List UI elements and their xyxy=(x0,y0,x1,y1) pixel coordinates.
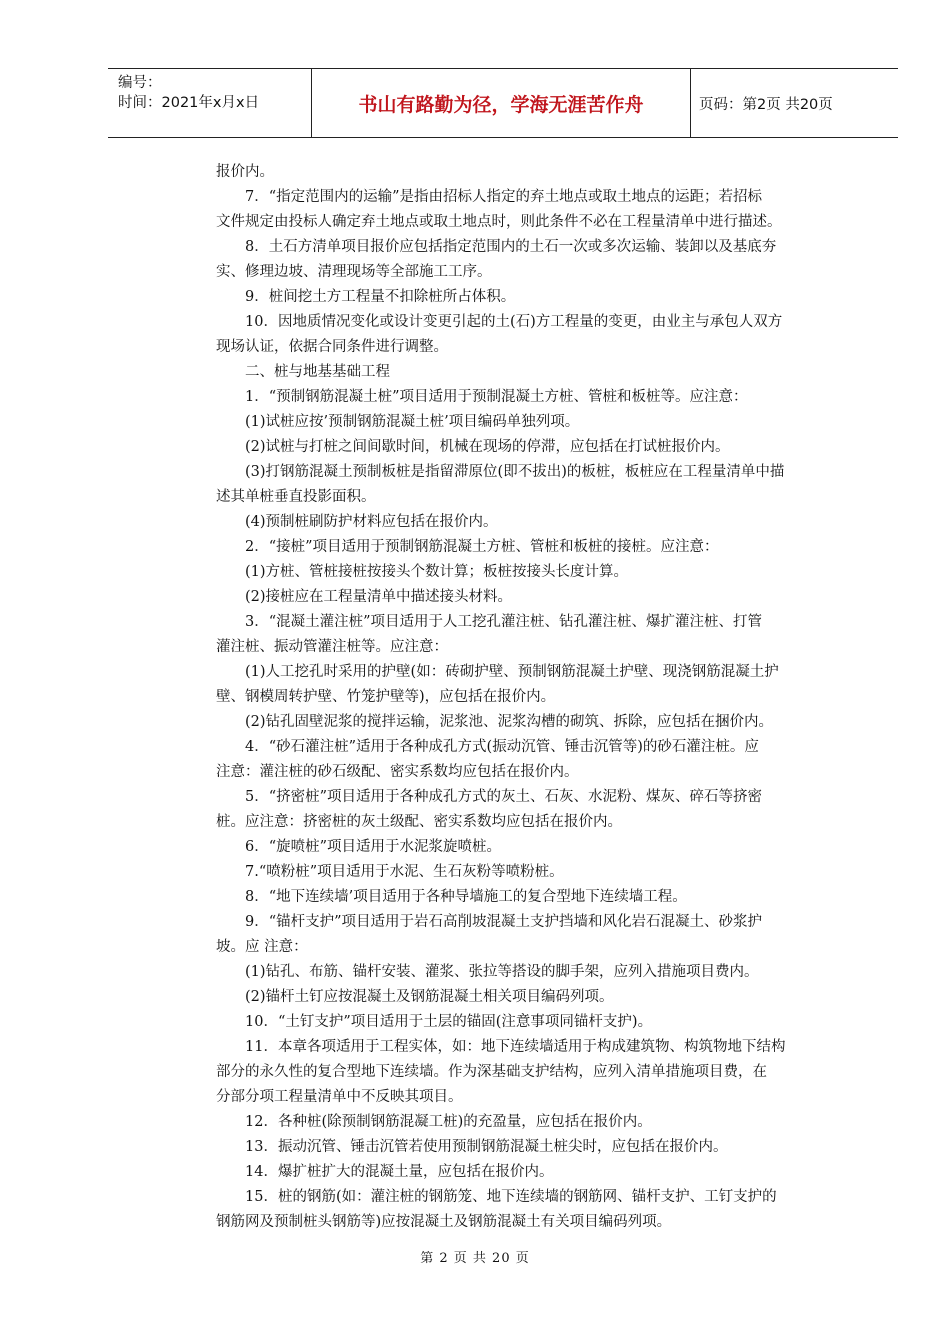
text-line: 14．爆扩桩扩大的混凝土量，应包括在报价内。 xyxy=(245,1164,554,1180)
text-line: 1．“预制钢筋混凝土桩”项目适用于预制混凝土方桩、管桩和板桩等。应注意： xyxy=(245,389,748,405)
text-line: (3)打钢筋混凝土预制板桩是指留滞原位(即不拔出)的板桩，板桩应在工程量清单中描 xyxy=(245,464,785,480)
text-line: 部分的永久性的复合型地下连续墙。作为深基础支护结构，应列入清单措施项目费，在 xyxy=(216,1064,767,1080)
text-line: (2)锚杆土钉应按混凝土及钢筋混凝土相关项目编码列项。 xyxy=(245,989,614,1005)
text-line: 壁、钢模周转护壁、竹笼护壁等)，应包括在报价内。 xyxy=(216,689,556,705)
text-line: (1)人工挖孔时采用的护壁(如：砖砌护壁、预制钢筋混凝土护壁、现浇钢筋混凝土护 xyxy=(245,664,779,680)
text-line: 2．“接桩”项目适用于预制钢筋混凝土方桩、管桩和板桩的接桩。应注意： xyxy=(245,539,719,555)
text-line: 7．“指定范围内的运输”是指由招标人指定的弃土地点或取土地点的运距；若招标 xyxy=(245,189,763,205)
text-line: 实、修理边坡、清理现场等全部施工工序。 xyxy=(216,264,492,280)
text-line: 9．桩间挖土方工程量不扣除桩所占体积。 xyxy=(245,289,516,305)
text-line: 10．因地质情况变化或设计变更引起的土(石)方工程量的变更，由业主与承包人双方 xyxy=(245,314,783,330)
text-line: 10．“土钉支护”项目适用于土层的锚固(注意事项同锚杆支护)。 xyxy=(245,1014,653,1030)
section-heading: 二、桩与地基基础工程 xyxy=(245,364,390,380)
text-line: (4)预制桩刷防护材料应包括在报价内。 xyxy=(245,514,498,530)
text-line: 坡。应 注意： xyxy=(216,939,308,955)
header-meta xyxy=(108,69,312,137)
text-line: 8．土石方清单项目报价应包括指定范围内的土石一次或多次运输、装卸以及基底夯 xyxy=(245,239,777,255)
text-line: 4．“砂石灌注桩”适用于各种成孔方式(振动沉管、锤击沉管等)的砂石灌注桩。应 xyxy=(245,739,759,755)
text-line: (1)方桩、管桩接桩按接头个数计算；板桩按接头长度计算。 xyxy=(245,564,629,580)
text-line: 6．“旋喷桩”项目适用于水泥浆旋喷桩。 xyxy=(245,839,502,855)
time-label: 时间：2021年x月x日 xyxy=(118,95,260,111)
text-line: 8．“地下连续墙’项目适用于各种导墙施工的复合型地下连续墙工程。 xyxy=(245,889,687,905)
text-line: 注意：灌注桩的砂石级配、密实系数均应包括在报价内。 xyxy=(216,764,579,780)
text-line: 文件规定由投标人确定弃土地点或取土地点时，则此条件不必在工程量清单中进行描述。 xyxy=(216,214,782,230)
text-line: 钢筋网及预制桩头钢筋等)应按混凝土及钢筋混凝土有关项目编码列项。 xyxy=(216,1214,672,1230)
text-line: 述其单桩垂直投影面积。 xyxy=(216,489,376,505)
text-line: (2)试桩与打桩之间间歇时间，机械在现场的停滞，应包括在打试桩报价内。 xyxy=(245,439,730,455)
header-slogan: 书山有路勤为径，学海无涯苦作舟 xyxy=(312,69,691,137)
text-line: 15．桩的钢筋(如：灌注桩的钢筋笼、地下连续墙的钢筋网、锚杆支护、工钉支护的 xyxy=(245,1189,777,1205)
page-header xyxy=(108,68,898,138)
number-label: 编号： xyxy=(118,75,162,91)
text-line: (1)钻孔、布筋、锚杆安装、灌浆、张拉等搭设的脚手架，应列入措施项目费内。 xyxy=(245,964,759,980)
page-footer: 第 2 页 共 20 页 xyxy=(420,1251,530,1266)
text-line: (1)试桩应按’预制钢筋混凝土桩’项目编码单独列项。 xyxy=(245,414,580,430)
text-line: (2)接桩应在工程量清单中描述接头材料。 xyxy=(245,589,513,605)
header-page-label: 页码：第2页 共20页 xyxy=(699,96,833,113)
document-body xyxy=(216,160,860,1235)
text-line: (2)钻孔固壁泥浆的搅拌运输，泥浆池、泥浆沟槽的砌筑、拆除，应包括在捆价内。 xyxy=(245,714,774,730)
text-line: 5．“挤密桩”项目适用于各种成孔方式的灰土、石灰、水泥粉、煤灰、碎石等挤密 xyxy=(245,789,763,805)
text-line: 7.“喷粉桩”项目适用于水泥、生石灰粉等喷粉桩。 xyxy=(245,864,564,880)
text-line: 12．各种桩(除预制钢筋混凝工桩)的充盈量，应包括在报价内。 xyxy=(245,1114,652,1130)
text-line: 13．振动沉管、锤击沉管若使用预制钢筋混凝土桩尖时，应包括在报价内。 xyxy=(245,1139,728,1155)
text-line: 桩。应注意：挤密桩的灰土级配、密实系数均应包括在报价内。 xyxy=(216,814,622,830)
text-line: 灌注桩、振动管灌注桩等。应注意： xyxy=(216,639,448,655)
text-line: 3．“混凝土灌注桩”项目适用于人工挖孔灌注桩、钻孔灌注桩、爆扩灌注桩、打管 xyxy=(245,614,763,630)
text-line: 分部分项工程量清单中不反映其项目。 xyxy=(216,1089,463,1105)
text-line: 现场认证，依据合同条件进行调整。 xyxy=(216,339,448,355)
text-line: 报价内。 xyxy=(216,164,274,180)
text-line: 11．本章各项适用于工程实体，如：地下连续墙适用于构成建筑物、构筑物地下结构 xyxy=(245,1039,786,1055)
text-line: 9．“锚杆支护”项目适用于岩石高削坡混凝土支护挡墙和风化岩石混凝土、砂浆护 xyxy=(245,914,763,930)
